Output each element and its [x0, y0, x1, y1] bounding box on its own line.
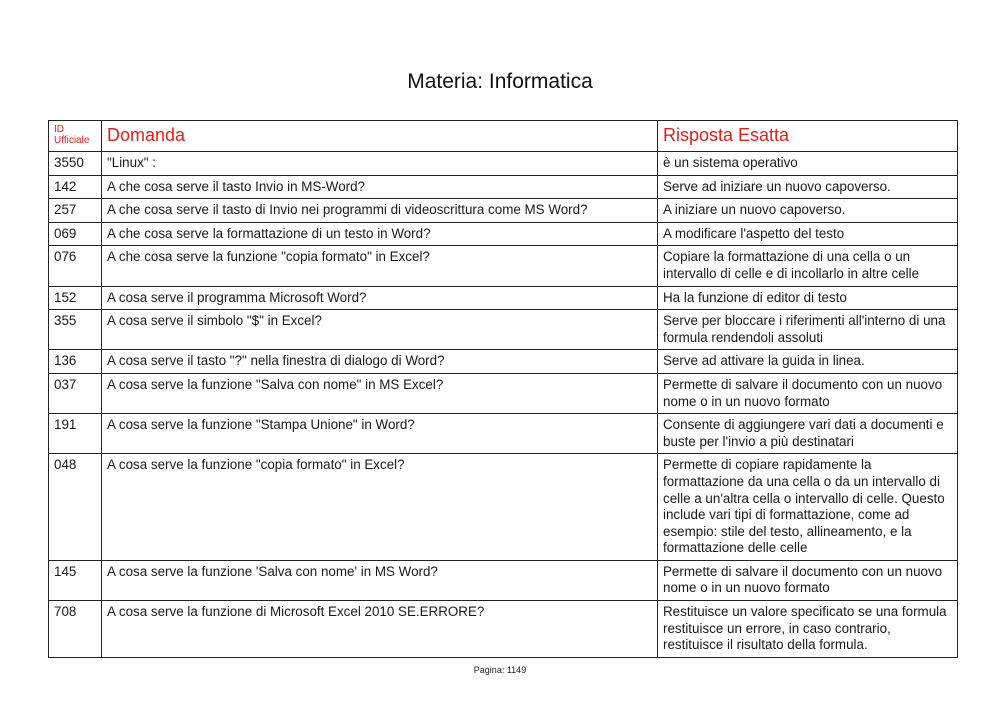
- cell-id: 048: [49, 454, 102, 561]
- cell-answer: Copiare la formattazione di una cella o un intervallo di celle e di incollarlo in altre celle: [658, 246, 958, 286]
- cell-id: 191: [49, 414, 102, 454]
- cell-answer: Restituisce un valore specificato se una formula restituisce un errore, in caso contrario, restituisce il risultato della formula.: [658, 601, 958, 658]
- cell-id: 076: [49, 246, 102, 286]
- cell-question: A che cosa serve il tasto di Invio nei programmi di videoscrittura come MS Word?: [102, 199, 658, 223]
- cell-answer: Permette di copiare rapidamente la formattazione da una cella o da un intervallo di celle a un'altra cella o intervallo di celle. Questo include vari tipi di formattazione, come ad esempio: stile del testo, allineamento, e la formattazione delle celle: [658, 454, 958, 561]
- cell-question: A cosa serve il programma Microsoft Word?: [102, 286, 658, 310]
- cell-answer: Serve ad attivare la guida in linea.: [658, 350, 958, 374]
- header-id-line1: ID: [54, 124, 64, 135]
- table-row: [49, 350, 958, 374]
- cell-id: 708: [49, 601, 102, 658]
- cell-question: A cosa serve il tasto "?" nella finestra di dialogo di Word?: [102, 350, 658, 374]
- page-footer: [0, 665, 1000, 675]
- page-title: Materia: Informatica: [407, 70, 593, 93]
- cell-question: A cosa serve la funzione "Stampa Unione" in Word?: [102, 414, 658, 454]
- cell-question: A che cosa serve la formattazione di un testo in Word?: [102, 222, 658, 246]
- table-row: [49, 454, 958, 561]
- table-header-row: [49, 121, 958, 152]
- cell-answer: Serve per bloccare i riferimenti all'interno di una formula rendendoli assoluti: [658, 310, 958, 350]
- header-id: [49, 121, 102, 152]
- page-number: 1149: [506, 665, 527, 675]
- page-label: Pagina:: [473, 665, 505, 675]
- table-row: [49, 222, 958, 246]
- cell-question: A che cosa serve la funzione "copia formato" in Excel?: [102, 246, 658, 286]
- table-row: [49, 601, 958, 658]
- cell-question: A che cosa serve il tasto Invio in MS-Word?: [102, 175, 658, 199]
- cell-question: A cosa serve la funzione "Salva con nome" in MS Excel?: [102, 373, 658, 413]
- table-row: [49, 286, 958, 310]
- table-row: [49, 152, 958, 176]
- cell-question: A cosa serve la funzione 'Salva con nome' in MS Word?: [102, 560, 658, 600]
- cell-answer: Ha la funzione di editor di testo: [658, 286, 958, 310]
- cell-id: 142: [49, 175, 102, 199]
- cell-question: A cosa serve la funzione "copia formato" in Excel?: [102, 454, 658, 561]
- cell-question: A cosa serve il simbolo "$" in Excel?: [102, 310, 658, 350]
- cell-id: 152: [49, 286, 102, 310]
- cell-id: 145: [49, 560, 102, 600]
- cell-id: 136: [49, 350, 102, 374]
- cell-answer: Permette di salvare il documento con un nuovo nome o in un nuovo formato: [658, 373, 958, 413]
- table-row: [49, 414, 958, 454]
- table-row: [49, 373, 958, 413]
- cell-answer: A iniziare un nuovo capoverso.: [658, 199, 958, 223]
- cell-answer: è un sistema operativo: [658, 152, 958, 176]
- table-row: [49, 310, 958, 350]
- cell-question: "Linux" :: [102, 152, 658, 176]
- cell-answer: Consente di aggiungere vari dati a documenti e buste per l'invio a più destinatari: [658, 414, 958, 454]
- cell-answer: Permette di salvare il documento con un nuovo nome o in un nuovo formato: [658, 560, 958, 600]
- qa-table: [48, 120, 958, 658]
- cell-answer: Serve ad iniziare un nuovo capoverso.: [658, 175, 958, 199]
- cell-id: 355: [49, 310, 102, 350]
- table-row: [49, 199, 958, 223]
- table-row: [49, 560, 958, 600]
- table-row: [49, 246, 958, 286]
- header-id-line2: Ufficiale: [54, 135, 90, 146]
- header-answer: Risposta Esatta: [658, 121, 958, 152]
- table-row: [49, 175, 958, 199]
- cell-id: 069: [49, 222, 102, 246]
- cell-id: 257: [49, 199, 102, 223]
- cell-question: A cosa serve la funzione di Microsoft Excel 2010 SE.ERRORE?: [102, 601, 658, 658]
- cell-answer: A modificare l'aspetto del testo: [658, 222, 958, 246]
- cell-id: 3550: [49, 152, 102, 176]
- cell-id: 037: [49, 373, 102, 413]
- header-question: Domanda: [102, 121, 658, 152]
